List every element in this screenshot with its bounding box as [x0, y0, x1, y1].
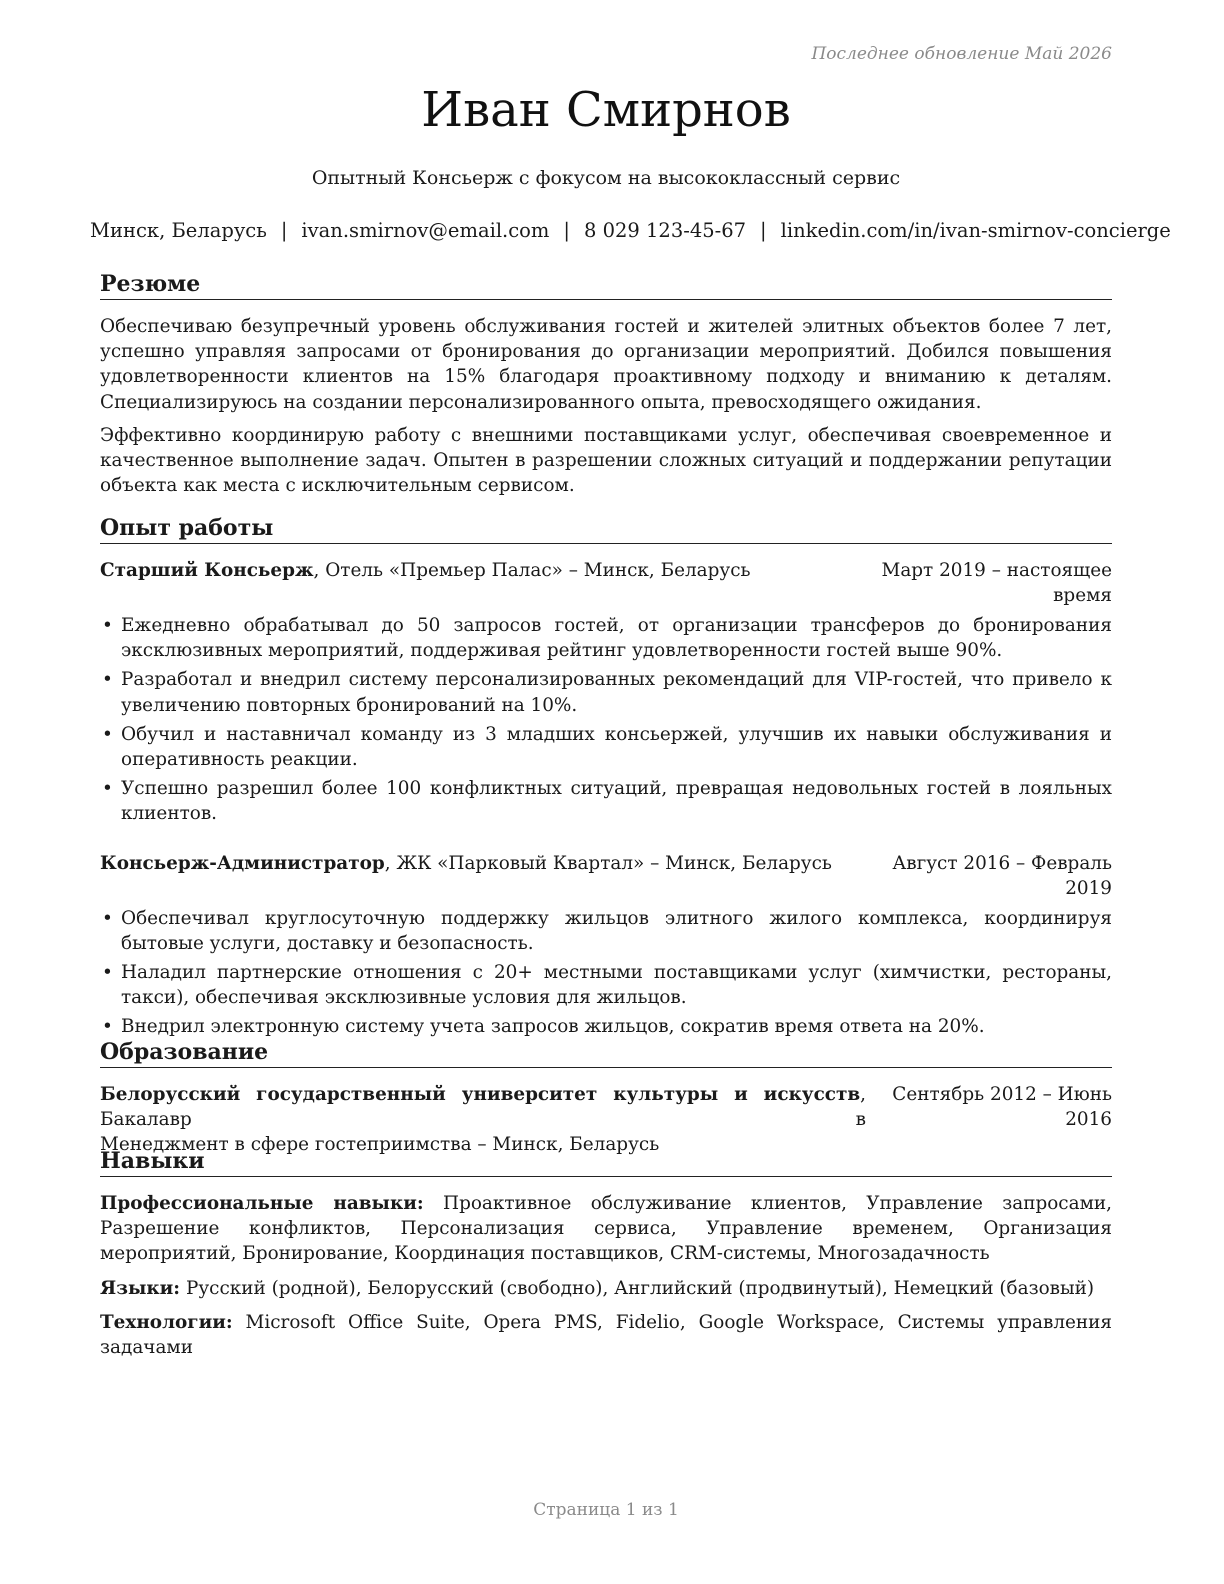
job-dates: Август 2016 – Февраль 2019: [892, 852, 1112, 899]
section-title-education: Образование: [100, 1038, 1112, 1068]
education-dates: Сентябрь 2012 – Июнь 2016: [892, 1084, 1112, 1130]
summary-paragraph-2: Эффективно координирую работу с внешними поставщиками услуг, обеспечивая своевременное и качественное выполнение задач. Опытен в разрешении сложных ситуаций и поддержании репутации объекта как места с исключительным сервисом.: [100, 424, 1112, 497]
job-header: [100, 558, 1112, 608]
job-place: , Отель «Премьер Палас» – Минск, Беларусь: [313, 560, 751, 581]
job-role: Консьерж-Администратор: [100, 852, 385, 874]
skills-professional: Профессиональные навыки: Проактивное обслуживание клиентов, Управление запросами, Разрешение конфликтов, Персонализация сервиса, Управление временем, Организация мероприятий, Бронирование, Координация поставщиков, CRM-системы, Многозадачность: [100, 1193, 1112, 1265]
education-section: [100, 1038, 1112, 1157]
last-updated: Последнее обновление Май 2026: [811, 44, 1112, 64]
degree: , Бакалавр в: [100, 1084, 866, 1130]
email-link[interactable]: ivan.smirnov@email.com: [301, 219, 550, 242]
skills-section: [100, 1147, 1112, 1360]
job-bullets: [100, 613, 1112, 827]
tagline: Опытный Консьерж с фокусом на высококлассный сервис: [311, 167, 901, 189]
section-title-summary: Резюме: [100, 270, 1112, 300]
skills-technologies: Технологии: Microsoft Office Suite, Opera PMS, Fidelio, Google Workspace, Системы управления задачами: [100, 1311, 1112, 1359]
list-item: • Разработал и внедрил систему персонализированных рекомендаций для VIP-гостей, что привело к увеличению повторных бронирований на 10%.: [100, 667, 1112, 717]
linkedin-link[interactable]: linkedin.com/in/ivan-smirnov-concierge: [780, 219, 1171, 242]
education-entry: [100, 1082, 1112, 1157]
experience-section: [100, 514, 1112, 1040]
candidate-name: Иван Смирнов: [421, 82, 791, 138]
section-title-experience: Опыт работы: [100, 514, 1112, 544]
list-item: • Успешно разрешил более 100 конфликтных ситуаций, превращая недовольных гостей в лояльных клиентов.: [100, 776, 1112, 826]
skills-languages: Языки: Русский (родной), Белорусский (свободно), Английский (продвинутый), Немецкий (базовый): [100, 1277, 1095, 1299]
job-entry: [100, 851, 1112, 1040]
separator: |: [760, 219, 767, 242]
summary-paragraph-1: Обеспечиваю безупречный уровень обслуживания гостей и жителей элитных объектов более 7 лет, успешно управляя запросами от бронирования до организации мероприятий. Добился повышения удовлетворенности клиентов на 15% благодаря проактивному подходу и вниманию к деталям. Специализируюсь на создании персонализированного опыта, превосходящего ожидания.: [100, 316, 1112, 413]
school-name: Белорусский государственный университет культуры и искусств: [100, 1084, 861, 1105]
list-item: • Ежедневно обрабатывал до 50 запросов гостей, от организации трансферов до бронирования эксклюзивных мероприятий, поддерживая рейтинг удовлетворенности гостей выше 90%.: [100, 613, 1112, 663]
degree-field: Менеджмент в сфере гостеприимства – Минск, Беларусь: [100, 1134, 660, 1155]
job-entry: [100, 558, 1112, 827]
resume-page: [90, 0, 1171, 1584]
section-title-skills: Навыки: [100, 1147, 1112, 1177]
list-item: • Наладил партнерские отношения с 20+ местными поставщиками услуг (химчистки, рестораны, такси), обеспечивая эксклюзивные условия для жильцов.: [100, 960, 1112, 1010]
list-item: • Обучил и наставничал команду из 3 младших консьержей, улучшив их навыки обслуживания и оперативность реакции.: [100, 722, 1112, 772]
job-bullets: [100, 906, 1112, 1040]
separator: |: [563, 219, 570, 242]
contact-line: [90, 219, 1171, 242]
summary-section: [100, 270, 1112, 498]
list-item: • Внедрил электронную систему учета запросов жильцов, сократив время ответа на 20%.: [100, 1014, 1112, 1039]
job-dates: Март 2019 – настоящее время: [881, 560, 1112, 606]
job-role: Старший Консьерж: [100, 560, 314, 581]
job-place: , ЖК «Парковый Квартал» – Минск, Беларусь: [384, 852, 832, 874]
list-item: • Обеспечивал круглосуточную поддержку жильцов элитного жилого комплекса, координируя бытовые услуги, доставку и безопасность.: [100, 906, 1112, 956]
separator: |: [280, 219, 288, 242]
phone: 8 029 123-45-67: [584, 219, 747, 242]
page-number: Страница 1 из 1: [533, 1500, 679, 1520]
job-header: [100, 851, 1112, 901]
location: Минск, Беларусь: [90, 219, 267, 242]
